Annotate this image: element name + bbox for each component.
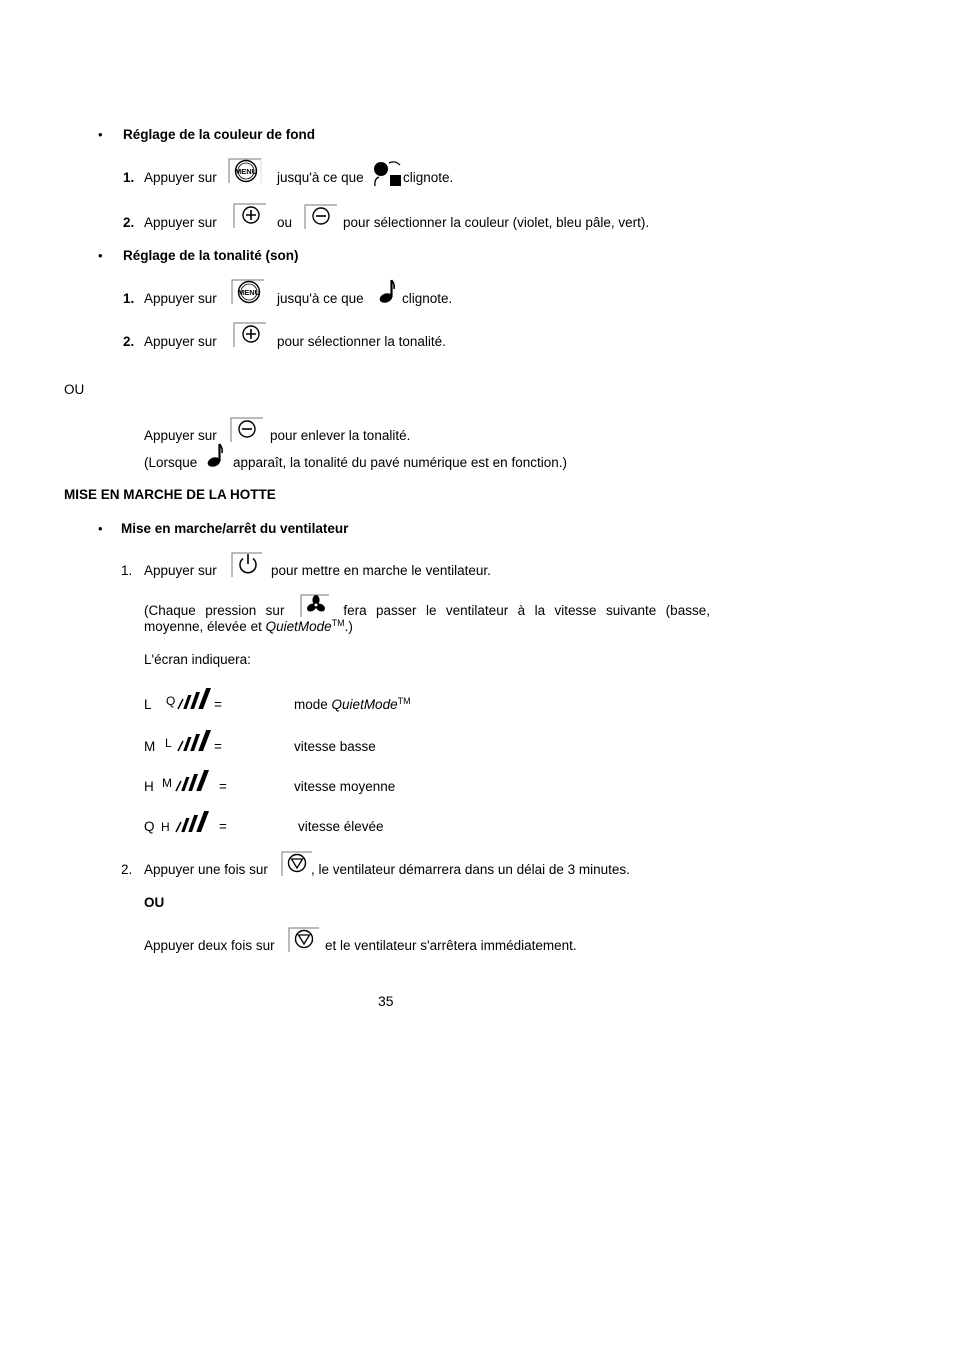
speed-sub: H [161,820,170,834]
music-note-icon [206,442,226,468]
step-text: Appuyer sur [144,334,217,349]
section-title-fan: Mise en marche/arrêt du ventilateur [121,521,349,536]
step-text: clignote. [403,170,454,185]
svg-text:MENU: MENU [234,167,258,176]
step-text: Appuyer deux fois sur [144,938,275,953]
bullet: • [98,127,103,142]
press-line: (Chaque pression sur fera passer le ventilateur à la vitesse suivante (basse, [144,603,710,618]
svg-text:MENU: MENU [237,288,261,297]
step-text: , le ventilateur démarrera dans un délai de 3 minutes. [311,862,630,877]
equals-sign: = [219,779,227,794]
speed-bars-icon [171,810,213,834]
step-number: 1. [123,291,135,306]
background-color-icon [372,160,404,188]
bullet: • [98,521,103,536]
speed-bars-icon [173,687,215,711]
step-text: Appuyer sur [144,428,217,443]
speed-key: H [144,779,154,794]
speed-bars-icon [171,769,213,793]
equals-sign: = [214,697,222,712]
speed-key: M [144,739,156,754]
step-number: 2. [123,334,135,349]
or-label: OU [64,382,85,397]
step-number: 1. [123,170,135,185]
speed-bars-icon [173,729,215,753]
fan-icon [300,594,330,618]
speed-key: L [144,697,152,712]
note-text: (Lorsque [144,455,198,470]
step-text: Appuyer sur [144,291,217,306]
menu-icon [228,158,262,184]
section-title-background: Réglage de la couleur de fond [123,127,316,142]
step-number: 2. [121,862,133,877]
bullet: • [98,248,103,263]
music-note-icon [378,278,398,304]
step-text: ou [277,215,293,230]
page-number: 35 [378,993,394,1009]
step-text: et le ventilateur s'arrêtera immédiatement. [325,938,577,953]
step-number: 1. [121,563,133,578]
equals-sign: = [219,819,227,834]
stop-icon [281,851,313,877]
step-number: 2. [123,215,135,230]
speed-desc: vitesse basse [294,739,376,754]
press-line: moyenne, élevée et QuietMode™.) [144,618,353,634]
step-text: Appuyer une fois sur [144,862,268,877]
step-text: jusqu'à ce que [277,170,364,185]
menu-icon [231,279,265,305]
minus-icon [304,204,338,230]
stop-icon [288,927,320,953]
speed-desc: mode QuietMode™ [294,696,411,712]
step-text: pour sélectionner la tonalité. [277,334,446,349]
step-text: pour enlever la tonalité. [270,428,411,443]
speed-key: Q [144,819,155,834]
step-text: Appuyer sur [144,170,217,185]
step-text: Appuyer sur [144,215,217,230]
or-bold-label: OU [144,895,165,910]
step-text: clignote. [402,291,453,306]
plus-icon [233,322,267,348]
step-text: jusqu'à ce que [277,291,364,306]
plus-icon [233,203,267,229]
minus-icon [230,417,264,443]
speed-sub: Q [166,694,176,708]
speed-sub: M [162,776,172,790]
equals-sign: = [214,739,222,754]
screen-label: L'écran indiquera: [144,652,251,667]
speed-desc: vitesse élevée [298,819,384,834]
section-title-tone: Réglage de la tonalité (son) [123,248,299,263]
speed-desc: vitesse moyenne [294,779,396,794]
power-icon [231,552,263,578]
note-text: apparaît, la tonalité du pavé numérique est en fonction.) [233,455,567,470]
step-text: Appuyer sur [144,563,217,578]
speed-sub: L [165,736,172,750]
section-heading: MISE EN MARCHE DE LA HOTTE [64,487,276,502]
step-text: pour sélectionner la couleur (violet, bleu pâle, vert). [343,215,650,230]
step-text: pour mettre en marche le ventilateur. [271,563,491,578]
